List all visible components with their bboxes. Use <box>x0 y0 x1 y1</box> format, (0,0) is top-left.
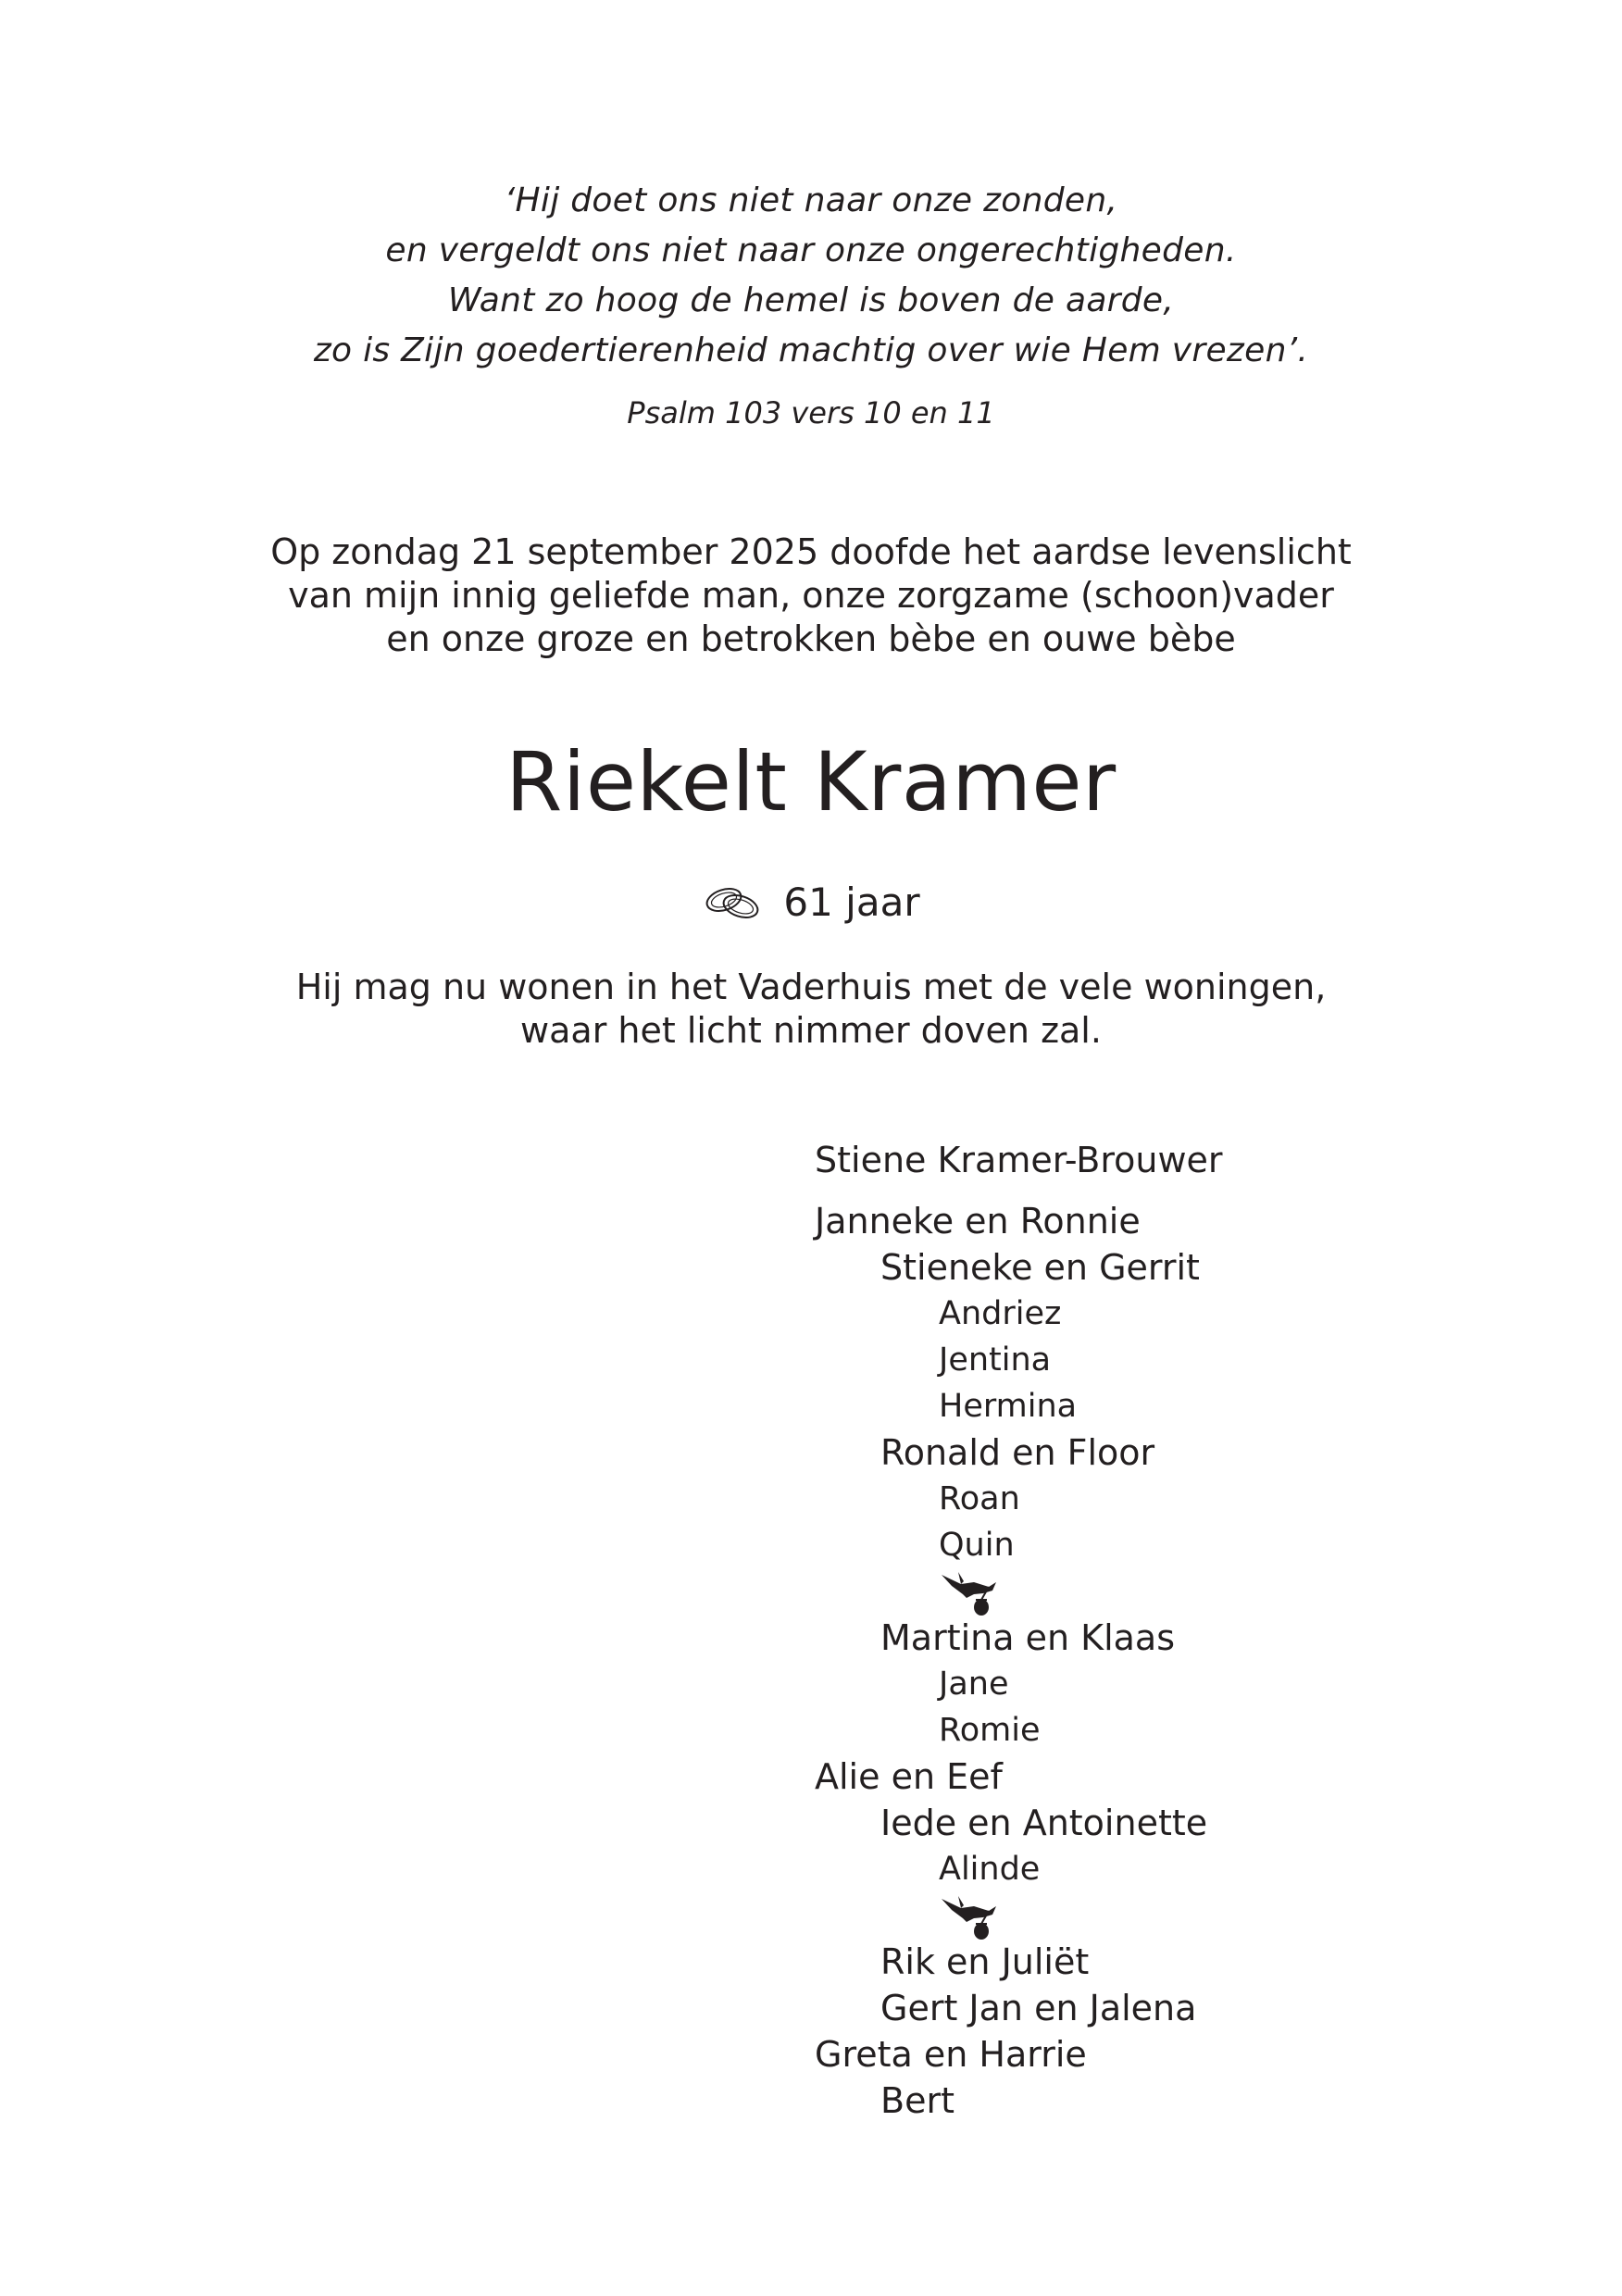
announcement-line: en onze groze en betrokken bèbe en ouwe bèbe <box>386 618 1236 659</box>
verse-line: zo is Zijn goedertierenheid machtig over wie Hem vrezen’. <box>313 331 1309 369</box>
great-grandchild-name: Hermina <box>939 1388 1078 1425</box>
family-list <box>815 1137 1223 2124</box>
grandchild-name: Bert <box>880 2080 954 2121</box>
grandchild-name: Stieneke en Gerrit <box>880 1247 1200 1288</box>
stork-icon <box>939 1566 1000 1616</box>
great-grandchild-name: Romie <box>939 1712 1041 1749</box>
verse-line: en vergeldt ons niet naar onze ongerechtigheden. <box>385 231 1237 269</box>
great-grandchild-name: Andriez <box>939 1295 1062 1332</box>
age-line <box>0 875 1622 930</box>
announcement-text <box>0 530 1622 661</box>
deceased-name: Riekelt Kramer <box>505 734 1117 830</box>
great-grandchild-name: Jentina <box>939 1341 1052 1379</box>
grandchild-name: Iede en Antoinette <box>880 1803 1208 1843</box>
closing-line: Hij mag nu wonen in het Vaderhuis met de vele woningen, <box>295 967 1327 1007</box>
deceased-age: 61 jaar <box>783 880 920 925</box>
grandchild-name: Ronald en Floor <box>880 1432 1155 1473</box>
child-name: Alie en Eef <box>815 1756 1003 1797</box>
closing-text <box>0 966 1622 1053</box>
wedding-rings-icon <box>702 882 763 923</box>
spouse-name: Stiene Kramer-Brouwer <box>815 1140 1223 1180</box>
great-grandchild-name: Roan <box>939 1480 1020 1517</box>
great-grandchild-name: Quin <box>939 1527 1015 1564</box>
expecting-baby <box>815 1568 1223 1615</box>
bible-verse <box>0 176 1622 376</box>
verse-reference: Psalm 103 vers 10 en 11 <box>627 395 995 430</box>
grandchild-name: Rik en Juliët <box>880 1941 1090 1982</box>
verse-line: ‘Hij doet ons niet naar onze zonden, <box>504 181 1118 219</box>
closing-line: waar het licht nimmer doven zal. <box>520 1010 1102 1051</box>
expecting-baby <box>815 1892 1223 1939</box>
grandchild-name: Martina en Klaas <box>880 1617 1175 1658</box>
verse-line: Want zo hoog de hemel is boven de aarde, <box>447 281 1175 319</box>
grandchild-name: Gert Jan en Jalena <box>880 1988 1197 2028</box>
announcement-line: Op zondag 21 september 2025 doofde het aardse levenslicht <box>270 531 1352 572</box>
great-grandchild-name: Alinde <box>939 1851 1041 1888</box>
stork-icon <box>939 1890 1000 1940</box>
child-name: Janneke en Ronnie <box>815 1201 1141 1242</box>
great-grandchild-name: Jane <box>939 1666 1009 1703</box>
child-name: Greta en Harrie <box>815 2034 1087 2075</box>
announcement-line: van mijn innig geliefde man, onze zorgzame (schoon)vader <box>288 575 1334 616</box>
